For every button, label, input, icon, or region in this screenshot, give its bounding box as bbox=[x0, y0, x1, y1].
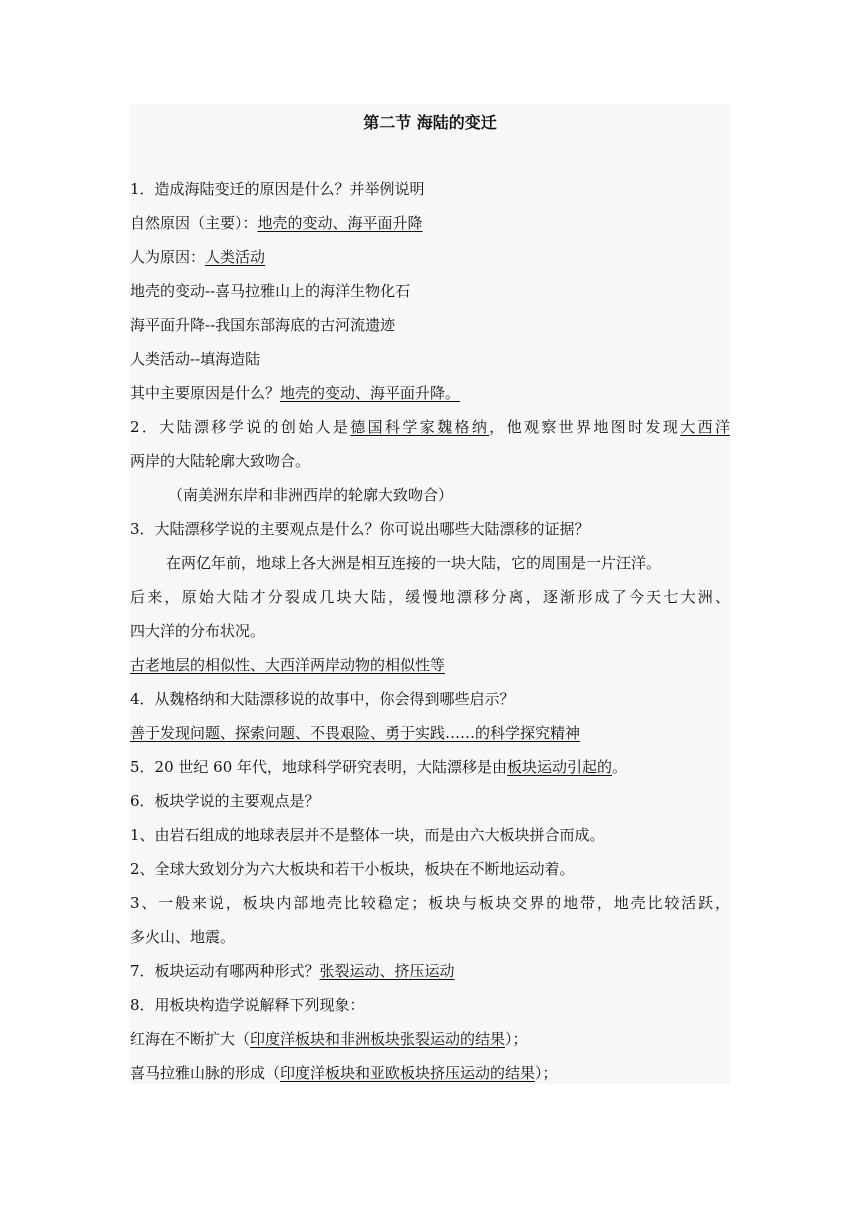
q1-human-answer: 人类活动 bbox=[205, 248, 266, 266]
q6-point-3-line-2: 多火山、地震。 bbox=[130, 928, 236, 946]
q4-question: 4．从魏格纳和大陆漂移说的故事中，你会得到哪些启示？ bbox=[130, 690, 515, 708]
q1-example-3: 人类活动--填海造陆 bbox=[130, 350, 261, 368]
q5-part1: 5．20 世纪 60 年代，地球科学研究表明，大陆漂移是由 bbox=[130, 758, 508, 776]
q1-question: 1．造成海陆变迁的原因是什么？并举例说明 bbox=[130, 180, 425, 198]
q5-line bbox=[130, 750, 730, 784]
q3-paragraph-line-3: 四大洋的分布状况。 bbox=[130, 622, 266, 640]
q5-answer: 板块运动引起的 bbox=[507, 758, 613, 776]
q5-part2: 。 bbox=[612, 758, 628, 776]
q1-example-1: 地壳的变动--喜马拉雅山上的海洋生物化石 bbox=[130, 282, 411, 300]
q8-himalaya-prefix: 喜马拉雅山脉的形成（ bbox=[130, 1064, 281, 1082]
q3-question: 3．大陆漂移学说的主要观点是什么？你可说出哪些大陆漂移的证据？ bbox=[130, 520, 590, 538]
q1-main-reason bbox=[130, 376, 730, 410]
q8-red-sea-prefix: 红海在不断扩大（ bbox=[130, 1030, 251, 1048]
q6-question: 6．板块学说的主要观点是？ bbox=[130, 792, 320, 810]
q4-answer: 善于发现问题、探索问题、不畏艰险、勇于实践……的科学探究精神 bbox=[130, 724, 581, 742]
q1-example-2: 海平面升降--我国东部海底的古河流遗迹 bbox=[130, 316, 396, 334]
document-content bbox=[130, 104, 730, 1090]
q1-main-prefix: 其中主要原因是什么？ bbox=[130, 384, 281, 402]
q2-line-2: 两岸的大陆轮廓大致吻合。 bbox=[130, 452, 311, 470]
q2-answer-2: 大西洋 bbox=[680, 418, 730, 436]
q8-himalaya-answer: 印度洋板块和亚欧板块挤压运动的结果 bbox=[280, 1064, 536, 1082]
q8-red-sea-suffix: ）； bbox=[505, 1030, 528, 1048]
q1-natural-prefix: 自然原因（主要）： bbox=[130, 214, 258, 232]
q1-natural-reason bbox=[130, 206, 730, 240]
q2-note: （南美洲东岸和非洲西岸的轮廓大致吻合） bbox=[168, 486, 454, 504]
q3-evidence bbox=[130, 648, 730, 682]
q6-point-2: 2、全球大致划分为六大板块和若干小板块，板块在不断地运动着。 bbox=[130, 860, 575, 878]
q3-paragraph-line-2: 后来，原始大陆才分裂成几块大陆，缓慢地漂移分离，逐渐形成了今天七大洲、 bbox=[130, 588, 730, 606]
q7-line bbox=[130, 954, 730, 988]
q2-part1: 2．大陆漂移学说的创始人是 bbox=[130, 418, 351, 436]
q7-answer: 张裂运动、挤压运动 bbox=[319, 962, 455, 980]
q6-point-1: 1、由岩石组成的地球表层并不是整体一块，而是由六大板块拼合而成。 bbox=[130, 826, 605, 844]
q1-main-answer: 地壳的变动、海平面升降。 bbox=[280, 384, 461, 402]
q2-answer-1: 德国科学家魏格纳 bbox=[350, 418, 490, 436]
q3-evidence-answer: 古老地层的相似性、大西洋两岸动物的相似性等 bbox=[130, 656, 446, 674]
q8-red-sea-answer: 印度洋板块和非洲板块张裂运动的结果 bbox=[250, 1030, 506, 1048]
q4-answer-line bbox=[130, 716, 730, 750]
q2-part2: ，他观察世界地图时发现 bbox=[489, 418, 681, 436]
q8-question: 8．用板块构造学说解释下列现象： bbox=[130, 996, 365, 1014]
q2-line-1 bbox=[130, 410, 730, 444]
page-title: 第二节 海陆的变迁 bbox=[363, 113, 497, 132]
q7-prefix: 7．板块运动有哪两种形式？ bbox=[130, 962, 320, 980]
q8-himalaya-suffix: ）； bbox=[535, 1064, 558, 1082]
q1-natural-answer: 地壳的变动、海平面升降 bbox=[257, 214, 423, 232]
q3-paragraph-line-1: 在两亿年前，地球上各大洲是相互连接的一块大陆，它的周围是一片汪洋。 bbox=[166, 554, 662, 572]
q8-red-sea bbox=[130, 1022, 730, 1056]
q1-human-prefix: 人为原因： bbox=[130, 248, 206, 266]
q1-human-reason bbox=[130, 240, 730, 274]
q8-himalaya bbox=[130, 1056, 730, 1090]
q6-point-3-line-1: 3、一般来说，板块内部地壳比较稳定；板块与板块交界的地带，地壳比较活跃， bbox=[130, 894, 730, 912]
